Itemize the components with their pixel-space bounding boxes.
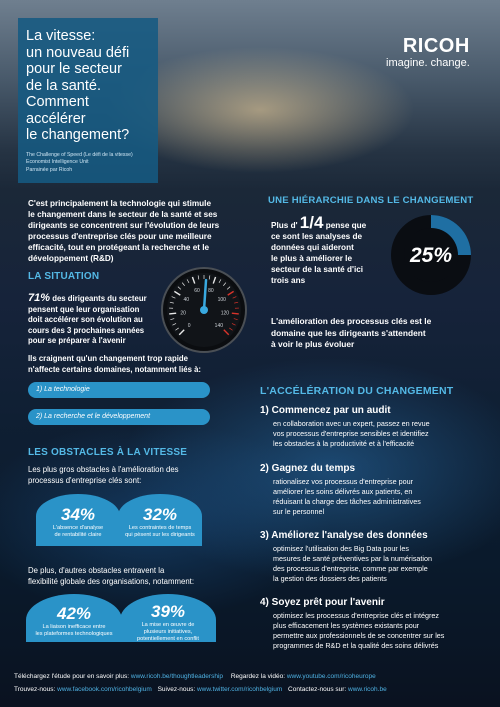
footer-text: Trouvez-nous: bbox=[14, 686, 58, 693]
ricoh-site-link[interactable]: www.ricoh.be bbox=[348, 686, 387, 693]
stat-value: 42% bbox=[56, 604, 92, 623]
step-line: mesures de santé préventives par la numérisation bbox=[273, 554, 433, 563]
youtube-link[interactable]: www.youtube.com/ricoheurope bbox=[286, 673, 376, 680]
situation-line: pour se préparer à l'avenir bbox=[28, 336, 126, 345]
acceleration-heading: L'ACCÉLÉRATION DU CHANGEMENT bbox=[260, 385, 454, 397]
step-body bbox=[260, 544, 492, 584]
source-line-2: Economist Intelligence Unit bbox=[26, 159, 89, 165]
intro-text bbox=[28, 198, 258, 264]
speedometer-icon bbox=[160, 266, 248, 354]
stat-label: L'absence d'analyse bbox=[52, 525, 104, 531]
step-line: programmes de R&D et la qualité des soins délivrés bbox=[273, 641, 439, 650]
stat-label: de rentabilité claire bbox=[54, 532, 102, 538]
hierarchy-text bbox=[271, 213, 401, 286]
obstacles-more-line: flexibilité globale des organisations, notamment: bbox=[28, 576, 194, 586]
title-line-6: le changement? bbox=[26, 127, 130, 143]
title-line-1: La vitesse: bbox=[26, 28, 96, 44]
hierarchy-line: ce sont les analyses de bbox=[271, 232, 363, 241]
intro-line: C'est principalement la technologie qui stimule bbox=[28, 199, 212, 208]
hierarchy-line: le plus à améliorer le bbox=[271, 254, 353, 263]
step-line: des processus d'entreprise, comme par exemple bbox=[273, 564, 428, 573]
step-line: rationalisez vos processus d'entreprise pour bbox=[273, 477, 414, 486]
step-heading: 4) Soyez prêt pour l'avenir bbox=[260, 597, 385, 608]
step-line: sur le personnel bbox=[273, 507, 325, 516]
stat-label: qui pèsent sur les dirigeants bbox=[125, 532, 195, 538]
title-line-4: de la santé. bbox=[26, 77, 101, 94]
gauge-tick-label: 120 bbox=[220, 310, 230, 317]
stat-inefficient-link bbox=[26, 604, 122, 638]
hierarchy-line: trois ans bbox=[271, 276, 306, 285]
step-line: vos processus d'entreprise sensibles et identifiez bbox=[273, 429, 429, 438]
step-body bbox=[260, 477, 492, 517]
step-line: réduisant la charge des tâches administratives bbox=[273, 497, 421, 506]
donut-label: 25% bbox=[409, 244, 453, 267]
intro-line: dirigeants se concentrent sur l'évolution de leurs bbox=[28, 221, 220, 230]
step-line: la gestion des dossiers des patients bbox=[273, 574, 387, 583]
gauge-tick bbox=[169, 313, 176, 314]
improvement-line: à voir le plus évoluer bbox=[271, 339, 355, 349]
stat-time-constraints bbox=[118, 505, 202, 539]
fear-text bbox=[28, 354, 258, 375]
footer-line-1 bbox=[14, 673, 376, 680]
step-2 bbox=[260, 463, 492, 517]
improvement-line: domaine que les dirigeants s'attendent bbox=[271, 327, 426, 338]
intro-line: efficacité, tout en protégeant la recherche et le bbox=[28, 243, 210, 252]
source-line-3: Parrainée par Ricoh bbox=[26, 166, 73, 173]
situation-pct: 71% bbox=[28, 292, 51, 304]
step-heading: 2) Gagnez du temps bbox=[260, 463, 356, 474]
hierarchy-line: données qui aideront bbox=[271, 243, 354, 252]
footer-text: Suivez-nous: bbox=[157, 686, 197, 693]
twitter-link[interactable]: www.twitter.com/ricohbelgium bbox=[196, 686, 283, 693]
step-line: les obstacles à la productivité et à l'efficacité bbox=[273, 439, 415, 448]
gauge-tick-label: 20 bbox=[180, 310, 186, 317]
situation-line: des dirigeants du secteur bbox=[50, 294, 147, 303]
title-line-5: Comment accélérer bbox=[26, 94, 89, 127]
step-line: améliorer les soins délivrés aux patients, en bbox=[273, 487, 413, 496]
step-heading: 3) Améliorez l'analyse des données bbox=[260, 530, 428, 541]
obstacles-intro bbox=[28, 465, 258, 486]
situation-heading: LA SITUATION bbox=[28, 271, 100, 282]
hierarchy-line: secteur de la santé d'ici bbox=[271, 265, 364, 274]
rnd-pill: 2) La recherche et le développement bbox=[28, 409, 210, 425]
situation-text bbox=[28, 293, 168, 347]
technology-pill: 1) La technologie bbox=[28, 382, 210, 398]
footer-text: Contactez-nous sur: bbox=[288, 686, 349, 693]
gauge-tick-label: 80 bbox=[208, 288, 214, 295]
ricoh-logo[interactable] bbox=[386, 35, 470, 69]
intro-line: développement (R&D) bbox=[28, 254, 114, 263]
source-line-1: The Challenge of Speed (Le défi de la vitesse) bbox=[26, 151, 133, 158]
situation-line: doit accélérer son évolution au bbox=[28, 315, 143, 324]
obstacles-heading: LES OBSTACLES À LA VITESSE bbox=[28, 447, 188, 458]
step-3 bbox=[260, 530, 492, 584]
fear-line: n'affecte certains domaines, notamment liés à: bbox=[28, 364, 202, 374]
improvement-text bbox=[271, 316, 491, 351]
intro-line: le changement dans le secteur de la santé et ses bbox=[28, 210, 218, 219]
situation-line: cours des 3 prochaines années bbox=[28, 325, 145, 335]
step-line: plus efficacement les systèmes existants pour bbox=[273, 621, 420, 630]
step-body bbox=[260, 419, 492, 449]
gauge-tick bbox=[232, 313, 239, 314]
obstacles-more-line: De plus, d'autres obstacles entravent la bbox=[28, 566, 165, 575]
hierarchy-pre: Plus d' bbox=[271, 221, 298, 230]
obstacles-intro-line: processus d'entreprise clés sont: bbox=[28, 475, 142, 485]
stat-label: La mise en œuvre de bbox=[141, 622, 195, 628]
stat-label: potentiellement en conflit bbox=[137, 636, 199, 642]
title-line-2: un nouveau défi bbox=[26, 44, 130, 61]
step-4 bbox=[260, 597, 496, 651]
stat-value: 39% bbox=[150, 602, 186, 621]
logo-brand: RICOH bbox=[402, 35, 470, 57]
step-heading: 1) Commencez par un audit bbox=[260, 405, 391, 416]
footer-line-2 bbox=[14, 686, 387, 693]
stat-value: 32% bbox=[142, 505, 178, 524]
improvement-line: L'amélioration des processus clés est le bbox=[271, 316, 432, 326]
step-1 bbox=[260, 405, 492, 449]
stat-label: La liaison inefficace entre bbox=[42, 624, 106, 630]
source-note bbox=[26, 152, 150, 175]
step-body bbox=[260, 611, 496, 651]
stat-no-business-case bbox=[36, 505, 120, 539]
gauge-tick-label: 0 bbox=[187, 322, 191, 329]
gauge-tick-label: 60 bbox=[194, 288, 200, 295]
logo-slogan: imagine. change. bbox=[386, 57, 470, 69]
stat-label: les plateformes technologiques bbox=[35, 631, 113, 637]
situation-line: pensent que leur organisation bbox=[28, 304, 140, 314]
hierarchy-heading: UNE HIÉRARCHIE DANS LE CHANGEMENT bbox=[268, 195, 474, 206]
footer-text: Regardez la vidéo: bbox=[230, 673, 287, 680]
obstacles-intro-line: Les plus gros obstacles à l'amélioration des bbox=[28, 465, 179, 474]
obstacles-more bbox=[28, 566, 258, 587]
intro-line: processus d'entreprise clés pour une meilleure bbox=[28, 232, 212, 241]
stat-value: 34% bbox=[60, 505, 96, 524]
title-box bbox=[18, 18, 158, 183]
facebook-link[interactable]: www.facebook.com/ricohbelgium bbox=[57, 686, 152, 693]
step-line: optimisez les processus d'entreprise clés et intégrez bbox=[273, 611, 439, 620]
gauge-tick-label: 100 bbox=[217, 296, 226, 303]
thoughtleadership-link[interactable]: www.ricoh.be/thoughtleadership bbox=[130, 673, 224, 680]
hierarchy-fraction: 1/4 bbox=[299, 213, 324, 232]
gauge-tick-label: 140 bbox=[214, 322, 224, 329]
fear-line: Ils craignent qu'un changement trop rapide bbox=[28, 354, 188, 363]
gauge-tick-label: 40 bbox=[183, 296, 190, 303]
step-line: optimisez l'utilisation des Big Data pour les bbox=[273, 544, 410, 553]
step-line: en collaboration avec un expert, passez en revue bbox=[273, 419, 430, 428]
hierarchy-post: pense que bbox=[325, 221, 367, 230]
stat-label: Les contraintes de temps bbox=[128, 525, 192, 531]
stat-label: plusieurs initiatives, bbox=[143, 629, 193, 635]
step-line: permettre aux professionnels de se concentrer sur les bbox=[273, 631, 445, 640]
title-line-3: pour le secteur bbox=[26, 61, 122, 77]
footer-text: Téléchargez l'étude pour en savoir plus: bbox=[14, 673, 131, 680]
stat-multiple-initiatives bbox=[120, 602, 216, 643]
